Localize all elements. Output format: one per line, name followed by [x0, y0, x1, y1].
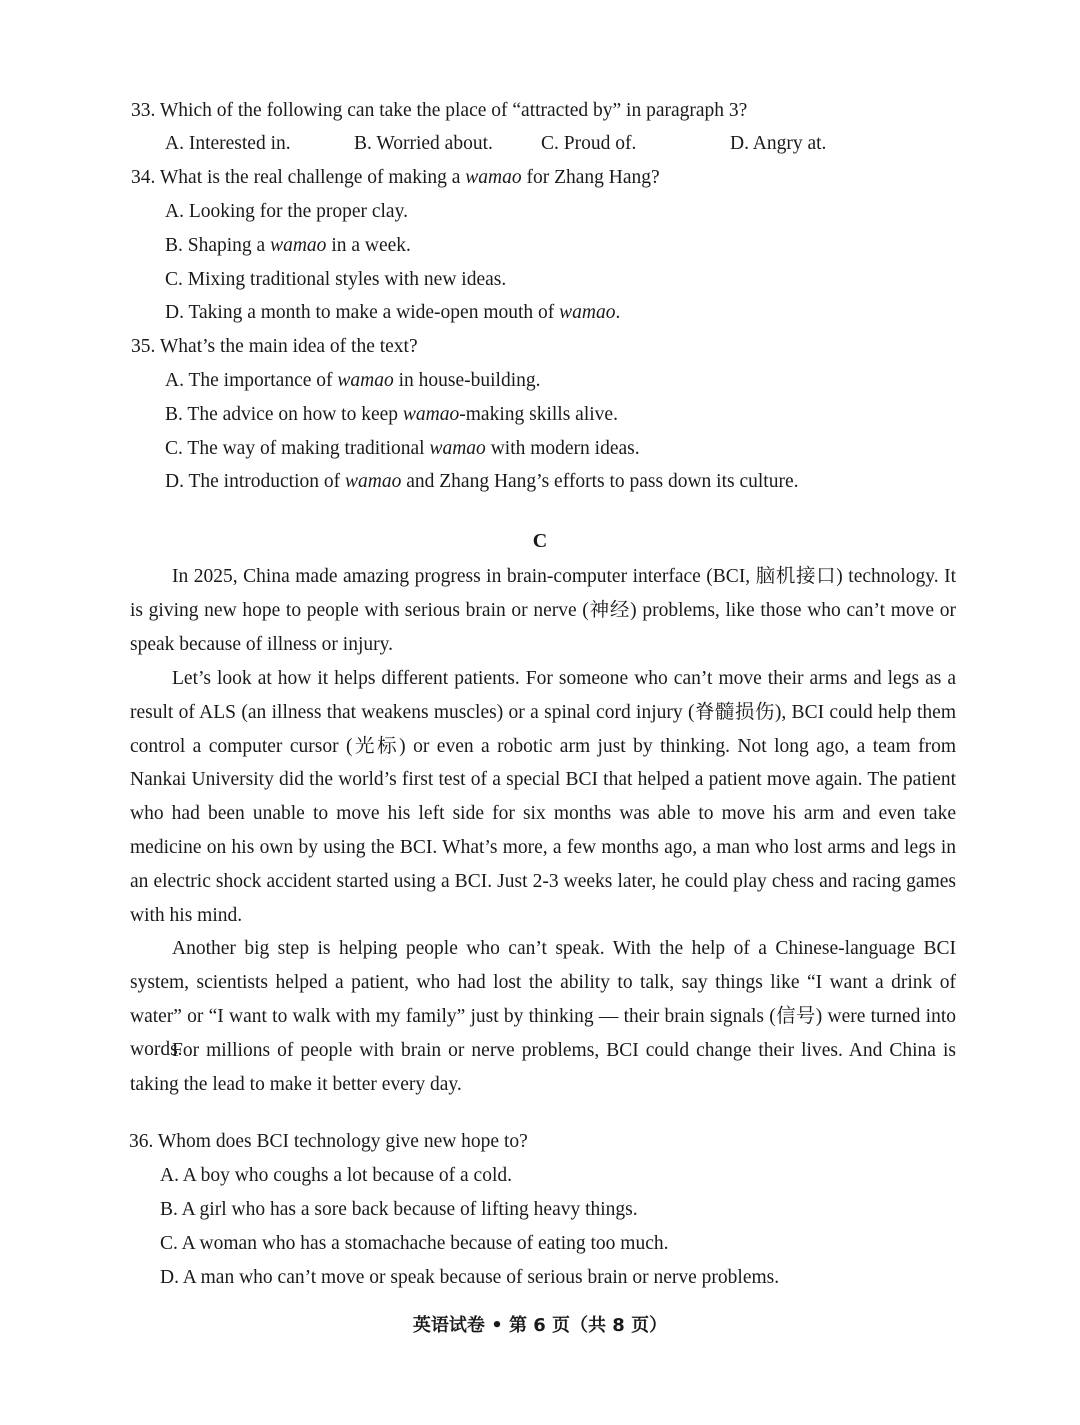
q33-options	[165, 132, 865, 156]
q33-option-d: D. Angry at.	[730, 133, 827, 154]
page-footer: 英语试卷 • 第 6 页（共 8 页）	[412, 1315, 668, 1336]
q35-option-d: D. The introduction of wamao and Zhang Hang’s efforts to pass down its culture.	[165, 471, 799, 492]
passage-paragraph-1: In 2025, China made amazing progress in brain-computer interface (BCI, 脑机接口) technology. It is giving new hope to people with serious brain or nerve (神经) problems, like those who can’t move or speak because of illness or injury.	[130, 566, 956, 655]
section-heading-c: C	[532, 530, 548, 552]
q35-option-a: A. The importance of wamao in house-building.	[165, 370, 541, 391]
passage-paragraph-2: Let’s look at how it helps different patients. For someone who can’t move their arms and legs as a result of ALS (an illness that weakens muscles) or a spinal cord injury (脊髓损伤), BCI could help them control a computer cursor (光标) or even a robotic arm just by thinking. Not long ago, a team from Nankai University did the world’s first test of a special BCI that helped a patient move again. The patient who had been unable to move his left side for six months was able to move his arm and even take medicine on his own by using the BCI. What’s more, a few months ago, a man who lost arms and legs in an electric shock accident started using a BCI. Just 2-3 weeks later, he could play chess and racing games with his mind.	[130, 668, 956, 926]
q35-option-b: B. The advice on how to keep wamao-making skills alive.	[165, 404, 618, 425]
passage-paragraph-3: Another big step is helping people who can’t speak. With the help of a Chinese-language BCI system, scientists helped a patient, who had lost the ability to talk, say things like “I want a drink of water” or “I want to walk with my family” just by thinking — their brain signals (信号) were turned into words.	[130, 938, 956, 1061]
q36-option-b: B. A girl who has a sore back because of lifting heavy things.	[160, 1199, 638, 1220]
q33-option-a: A. Interested in.	[165, 133, 291, 154]
q36-stem: 36. Whom does BCI technology give new hope to?	[129, 1131, 528, 1152]
q34-option-b: B. Shaping a wamao in a week.	[165, 235, 411, 256]
q34-option-c: C. Mixing traditional styles with new ideas.	[165, 269, 507, 290]
q33-option-c: C. Proud of.	[541, 133, 637, 154]
q36-option-c: C. A woman who has a stomachache because of eating too much.	[160, 1233, 669, 1254]
q33-option-b: B. Worried about.	[354, 133, 493, 154]
q34-option-a: A. Looking for the proper clay.	[165, 201, 408, 222]
q35-option-c: C. The way of making traditional wamao with modern ideas.	[165, 438, 640, 459]
q34-stem: 34. What is the real challenge of making a wamao for Zhang Hang?	[131, 167, 660, 188]
q34-option-d: D. Taking a month to make a wide-open mouth of wamao.	[165, 302, 621, 323]
q36-option-a: A. A boy who coughs a lot because of a cold.	[160, 1165, 513, 1186]
q36-option-d: D. A man who can’t move or speak because of serious brain or nerve problems.	[160, 1267, 780, 1288]
q35-stem: 35. What’s the main idea of the text?	[131, 336, 418, 357]
passage-paragraph-4: For millions of people with brain or nerve problems, BCI could change their lives. And China is taking the lead to make it better every day.	[130, 1040, 956, 1095]
q33-stem: 33. Which of the following can take the place of “attracted by” in paragraph 3?	[131, 100, 748, 121]
